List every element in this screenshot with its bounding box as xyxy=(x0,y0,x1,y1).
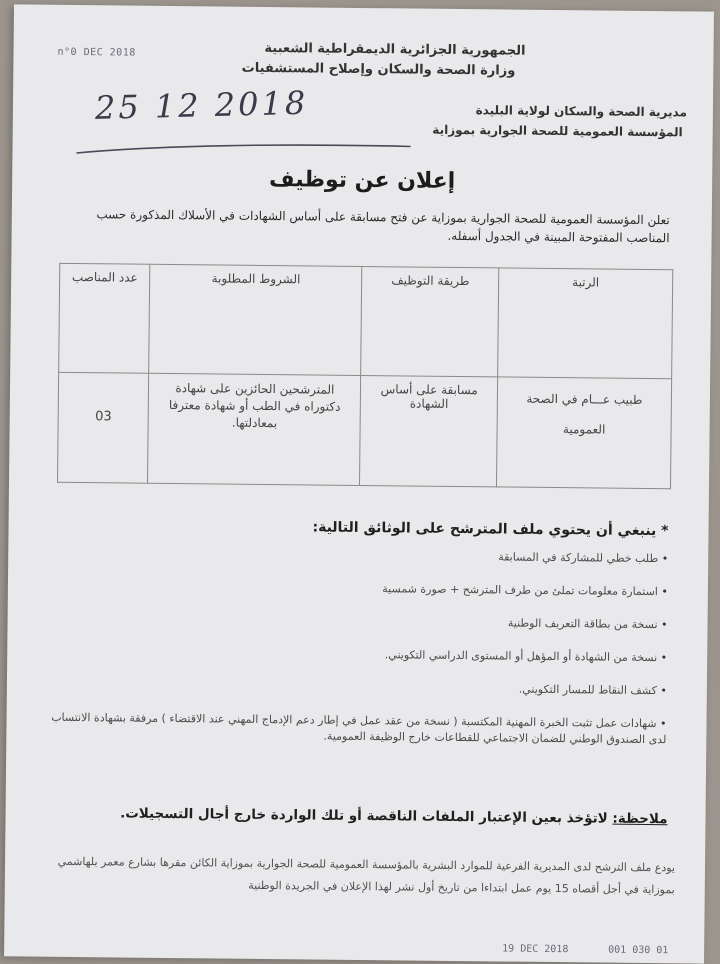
institution-header: المؤسسة العمومية للصحة الجوارية بموزاية xyxy=(432,122,683,140)
list-item: • شهادات عمل تثبت الخبرة المهنية المكتسبة ( نسخة من عقد عمل في إطار دعم الإدماج المهني عند الاقتضاء ) مرفقة بشهادة الانتساب لدى الصندوق الوطني للضمان الاجتماعي للقطاعات خارج الوظيفة العمومية. xyxy=(46,710,666,748)
header-rank: الرتبة xyxy=(498,268,673,379)
directorate-header: مديرية الصحة والسكان لولاية البليدة xyxy=(475,103,687,120)
handwritten-date: 25 12 2018 xyxy=(94,83,309,127)
table-header-row xyxy=(59,263,673,378)
list-item: • نسخة من بطاقة التعريف الوطنية xyxy=(48,611,668,633)
header-method: طريقة التوظيف xyxy=(361,266,499,376)
cell-rank: طبيب عـــام في الصحة العمومية xyxy=(497,377,672,489)
note xyxy=(120,805,668,827)
note-label: ملاحظة: xyxy=(612,810,668,828)
ministry-header: وزارة الصحة والسكان وإصلاح المستشفيات xyxy=(241,60,516,79)
cell-method: مسابقة على أساس الشهادة xyxy=(360,375,498,486)
list-item: • كشف النقاط للمسار التكويني. xyxy=(47,677,667,699)
list-item: • استمارة معلومات تملئ من طرف المترشح + صورة شمسية xyxy=(48,578,668,600)
table-row xyxy=(58,372,672,488)
documents-heading: * ينبغي أن يحتوي ملف المترشح على الوثائق التالية: xyxy=(312,519,669,540)
republic-header: الجمهورية الجزائرية الديمقراطية الشعبية xyxy=(264,40,526,59)
header-count: عدد المناصب xyxy=(59,263,151,373)
intro-paragraph: تعلن المؤسسة العمومية للصحة الجوارية بموزاية عن فتح مسابقة على أساس الشهادات في الأسلاك المذكورة حسب المناصب المفتوحة المبينة في الجدول أسفله. xyxy=(96,207,670,246)
list-item: • طلب خطي للمشاركة في المسابقة xyxy=(48,545,668,567)
submission-paragraph: يودع ملف الترشح لدى المديرية الفرعية للموارد البشرية بالمؤسسة العمومية للصحة الجوارية بموزاية الكائن مقرها بشارع معمر بلهاشمي بموزاية في أجل أقصاه 15 يوم عمل ابتداءا من تاريخ أول نشر لهذا الإعلان في الجريدة الوطنية xyxy=(57,854,676,897)
document-page xyxy=(4,4,714,963)
note-text: لاتؤخذ بعين الإعتبار الملفات الناقصة أو تلك الواردة خارج أجال التسجيلات. xyxy=(120,805,608,827)
pen-stroke-mark xyxy=(74,139,414,161)
cell-conditions: المترشحين الحائزين على شهادة دكتوراه في الطب أو شهادة معترفا بمعادلتها. xyxy=(148,373,361,485)
header-conditions: الشروط المطلوبة xyxy=(149,264,362,375)
list-item: • نسخة من الشهادة أو المؤهل أو المستوى الدراسي التكويني. xyxy=(47,644,667,666)
positions-table xyxy=(57,263,673,489)
serial-number: 001 030 01 xyxy=(608,944,669,957)
page-title: إعلان عن توظيف xyxy=(268,167,456,194)
date-stamp-bottom: 19 DEC 2018 xyxy=(502,943,569,956)
cell-count: 03 xyxy=(58,372,150,483)
documents-list xyxy=(46,545,668,765)
date-stamp-top: n°0 DEC 2018 xyxy=(57,46,136,59)
